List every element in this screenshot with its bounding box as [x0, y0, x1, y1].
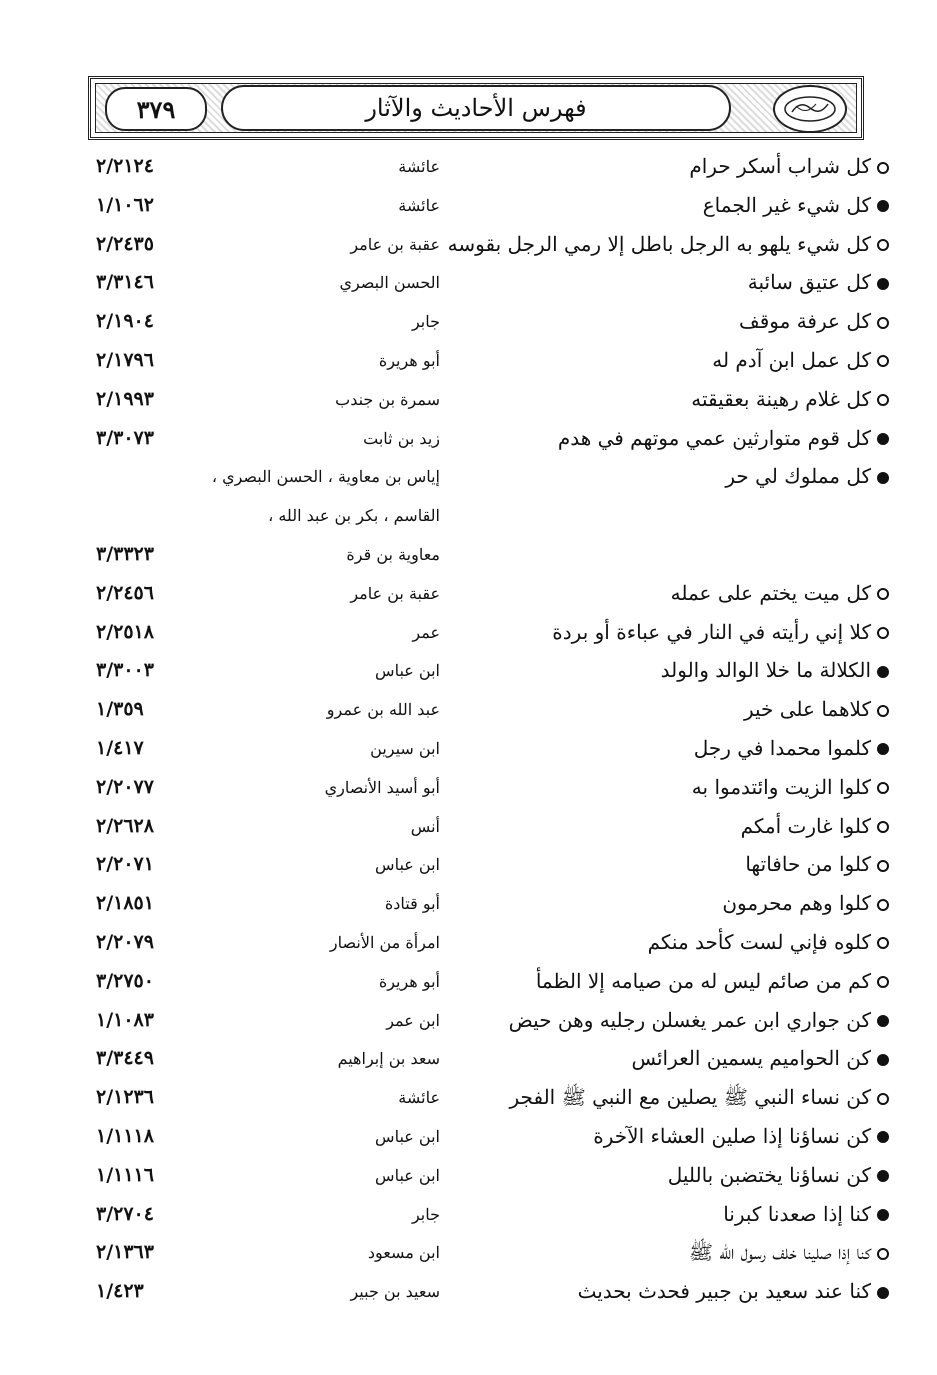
page-title: فهرس الأحاديث والآثار: [365, 94, 587, 122]
hadith-entry: [692, 775, 889, 799]
reference-number: ١/١٠٨٣: [96, 1008, 154, 1031]
hadith-text: كلوه فإني لست كأحد منكم: [647, 929, 871, 954]
reference-number: ٣/٣٠٠٣: [96, 659, 154, 682]
filled-circle-icon: [877, 1209, 889, 1221]
open-circle-icon: [877, 317, 889, 329]
filled-circle-icon: [877, 200, 889, 212]
narrator: ابن عباس: [375, 661, 440, 681]
hadith-entry: [694, 736, 889, 760]
narrator: القاسم ، بكر بن عبد الله ،: [268, 506, 440, 526]
open-circle-icon: [877, 355, 889, 367]
hadith-entry: [671, 581, 889, 605]
reference-number: ٢/٢٦٢٨: [96, 814, 154, 837]
reference-number: ٣/٢٧٥٠: [96, 969, 154, 992]
hadith-text: كل مملوك لي حر: [725, 464, 871, 489]
narrator: سمرة بن جندب: [335, 389, 440, 409]
narrator: ابن سيرين: [370, 738, 440, 758]
page-number: ٣٧٩: [136, 94, 176, 124]
hadith-entry: [744, 697, 889, 721]
publisher-seal-icon: [773, 85, 847, 133]
index-row: [0, 693, 937, 732]
hadith-text: كن جواري ابن عمر يغسلن رجليه وهن حيض: [508, 1007, 871, 1032]
open-circle-icon: [877, 821, 889, 833]
reference-number: ٢/١٧٩٦: [96, 348, 154, 371]
narrator: عائشة: [398, 1088, 440, 1108]
narrator: ابن عمر: [386, 1010, 440, 1030]
reference-number: ١/٤١٧: [96, 736, 144, 759]
open-circle-icon: [877, 162, 889, 174]
index-row: [0, 344, 937, 383]
page-header: [88, 76, 864, 140]
hadith-text: كل شيء غير الجماع: [702, 192, 871, 217]
reference-number: ٢/٢٤٥٦: [96, 581, 154, 604]
narrator: عقبة بن عامر: [350, 234, 440, 254]
hadith-entry: [745, 852, 889, 876]
open-circle-icon: [877, 782, 889, 794]
narrator: أبو أسيد الأنصاري: [324, 777, 440, 797]
hadith-text: كنا إذا صلينا خلف رسول الله ﷺ: [688, 1240, 871, 1265]
hadith-entry: [689, 154, 889, 178]
reference-number: ٢/٢٠٧١: [96, 853, 154, 876]
hadith-text: كلوا غارت أمكم: [740, 813, 871, 838]
narrator: أنس: [410, 816, 440, 836]
hadith-entry: [593, 1124, 889, 1148]
reference-number: ١/١١١٦: [96, 1163, 154, 1186]
hadith-entry: [578, 1279, 889, 1303]
reference-number: ٢/٢٥١٨: [96, 620, 154, 643]
index-list: [0, 150, 937, 1314]
hadith-text: كل عتيق سائبة: [747, 270, 871, 295]
open-circle-icon: [877, 976, 889, 988]
header-title-box: [221, 85, 731, 131]
hadith-text: كل شراب أسكر حرام: [689, 154, 871, 178]
reference-number: ١/٤٢٣: [96, 1280, 144, 1303]
narrator: ابن عباس: [375, 1126, 440, 1146]
filled-circle-icon: [877, 1131, 889, 1143]
filled-circle-icon: [877, 472, 889, 484]
hadith-text: كنا إذا صعدنا كبرنا: [723, 1201, 871, 1226]
reference-number: ١/١١١٨: [96, 1124, 154, 1147]
hadith-entry: [741, 814, 889, 838]
reference-number: ٣/٣٠٧٣: [96, 426, 154, 449]
hadith-entry: [552, 620, 889, 644]
narrator: عائشة: [398, 157, 440, 176]
hadith-text: كلوا وهم محرمون: [722, 891, 871, 916]
index-row: [0, 965, 937, 1004]
narrator: زيد بن ثابت: [363, 428, 440, 448]
narrator: عقبة بن عامر: [350, 583, 440, 603]
index-row: [0, 305, 937, 344]
reference-number: ٢/١٩٩٣: [96, 387, 154, 410]
hadith-text: كل شيء يلهو به الرجل باطل إلا رمي الرجل بقوسه: [447, 231, 871, 256]
filled-circle-icon: [877, 433, 889, 445]
hadith-text: كل قوم متوارثين عمي موتهم في هدم: [557, 425, 871, 450]
hadith-text: كم من صائم ليس له من صيامه إلا الظمأ: [535, 968, 871, 993]
index-row: [0, 848, 937, 887]
hadith-entry: [689, 1240, 889, 1269]
narrator: الحسن البصري: [339, 273, 440, 293]
filled-circle-icon: [877, 743, 889, 755]
reference-number: ٣/٣١٤٦: [96, 271, 154, 294]
reference-number: ٢/١٨٥١: [96, 892, 154, 915]
reference-number: ٣/٣٤٤٩: [96, 1047, 154, 1070]
open-circle-icon: [877, 627, 889, 639]
hadith-text: كنا عند سعيد بن جبير فحدث بحديث: [577, 1279, 871, 1304]
index-row: [0, 383, 937, 422]
hadith-entry: [723, 1202, 889, 1226]
filled-circle-icon: [877, 1287, 889, 1299]
index-row: [0, 616, 937, 655]
index-row: [0, 228, 937, 267]
narrator: سعد بن إبراهيم: [337, 1049, 440, 1069]
index-row: [0, 1159, 937, 1198]
hadith-entry: [722, 891, 889, 915]
hadith-text: كلا إني رأيته في النار في عباءة أو بردة: [552, 619, 871, 644]
narrator: معاوية بن قرة: [346, 544, 440, 564]
open-circle-icon: [877, 1093, 889, 1105]
reference-number: ٢/٢١٢٤: [96, 155, 154, 177]
narrator: ابن عباس: [375, 855, 440, 875]
index-row: [0, 1081, 937, 1120]
open-circle-icon: [877, 1248, 889, 1260]
narrator: إياس بن معاوية ، الحسن البصري ،: [211, 467, 440, 487]
page-number-box: [105, 87, 207, 131]
index-row: [0, 771, 937, 810]
narrator: أبو هريرة: [378, 971, 440, 991]
index-row: [0, 1004, 937, 1043]
index-row: [0, 926, 937, 965]
narrator: عمر: [412, 622, 440, 642]
hadith-entry: [668, 1163, 889, 1187]
hadith-entry: [448, 232, 889, 256]
narrator: امرأة من الأنصار: [329, 932, 440, 952]
reference-number: ١/٣٥٩: [96, 698, 144, 721]
hadith-entry: [558, 426, 889, 450]
hadith-text: كن نساؤنا يختضبن بالليل: [667, 1162, 871, 1187]
index-row: [0, 1198, 937, 1237]
index-row: [0, 1275, 937, 1314]
hadith-text: كل ميت يختم على عمله: [670, 580, 871, 605]
open-circle-icon: [877, 705, 889, 717]
index-row: [0, 1236, 937, 1275]
narrator: جابر: [411, 1204, 440, 1224]
open-circle-icon: [877, 239, 889, 251]
index-row: [0, 1042, 937, 1081]
narrator: أبو هريرة: [378, 350, 440, 370]
narrator: عائشة: [398, 195, 440, 215]
hadith-text: كن نساؤنا إذا صلين العشاء الآخرة: [593, 1123, 871, 1148]
reference-number: ٢/٢٠٧٧: [96, 775, 154, 798]
narrator: أبو قتادة: [384, 894, 440, 914]
hadith-entry: [631, 1046, 889, 1070]
hadith-entry: [648, 930, 889, 954]
narrator: سعيد بن جبير: [350, 1282, 440, 1302]
index-row: [0, 266, 937, 305]
reference-number: ٢/١٩٠٤: [96, 310, 154, 333]
narrator: ابن عباس: [375, 1165, 440, 1185]
hadith-text: كل عرفة موقف: [739, 309, 871, 334]
filled-circle-icon: [877, 278, 889, 290]
reference-number: ٢/١٣٦٣: [96, 1241, 154, 1264]
index-row: [0, 887, 937, 926]
hadith-entry: [725, 464, 889, 488]
hadith-text: كن الحواميم يسمين العرائس: [631, 1046, 871, 1071]
narrator: جابر: [411, 312, 440, 332]
filled-circle-icon: [877, 1015, 889, 1027]
reference-number: ١/١٠٦٢: [96, 193, 154, 216]
narrator: ابن مسعود: [367, 1243, 440, 1263]
hadith-entry: [510, 1085, 889, 1114]
reference-number: ٣/٢٧٠٤: [96, 1202, 154, 1225]
reference-number: ٢/٢٠٧٩: [96, 930, 154, 953]
index-row: [0, 460, 937, 499]
reference-number: ٢/١٢٣٦: [96, 1086, 154, 1109]
hadith-text: كل غلام رهينة بعقيقته: [691, 386, 871, 411]
open-circle-icon: [877, 899, 889, 911]
index-row: [0, 732, 937, 771]
reference-number: ٣/٣٣٢٣: [96, 542, 154, 565]
open-circle-icon: [877, 394, 889, 406]
open-circle-icon: [877, 588, 889, 600]
hadith-entry: [739, 309, 889, 333]
index-row: [0, 150, 937, 189]
index-row: [0, 499, 937, 538]
index-row: [0, 577, 937, 616]
open-circle-icon: [877, 937, 889, 949]
hadith-entry: [691, 387, 889, 411]
hadith-text: كل عمل ابن آدم له: [712, 347, 871, 372]
hadith-text: كلوا من حافاتها: [745, 852, 871, 877]
hadith-text: كلاهما على خير: [743, 697, 871, 722]
hadith-entry: [661, 658, 889, 682]
index-row: [0, 538, 937, 577]
hadith-entry: [712, 348, 889, 372]
filled-circle-icon: [877, 1054, 889, 1066]
hadith-entry: [748, 270, 889, 294]
hadith-text: الكلالة ما خلا الوالد والولد: [660, 658, 871, 683]
hadith-entry: [509, 1008, 889, 1032]
filled-circle-icon: [877, 666, 889, 678]
index-row: [0, 422, 937, 461]
hadith-entry: [536, 969, 889, 993]
index-row: [0, 1120, 937, 1159]
index-row: [0, 654, 937, 693]
reference-number: ٢/٢٤٣٥: [96, 232, 154, 255]
hadith-text: كلموا محمدا في رجل: [693, 735, 871, 760]
hadith-entry: [703, 193, 889, 217]
open-circle-icon: [877, 860, 889, 872]
index-row: [0, 810, 937, 849]
narrator: عبد الله بن عمرو: [326, 700, 440, 720]
index-row: [0, 189, 937, 228]
filled-circle-icon: [877, 1170, 889, 1182]
hadith-text: كن نساء النبي ﷺ يصلين مع النبي ﷺ الفجر: [509, 1085, 871, 1110]
hadith-text: كلوا الزيت وائتدموا به: [691, 774, 871, 799]
